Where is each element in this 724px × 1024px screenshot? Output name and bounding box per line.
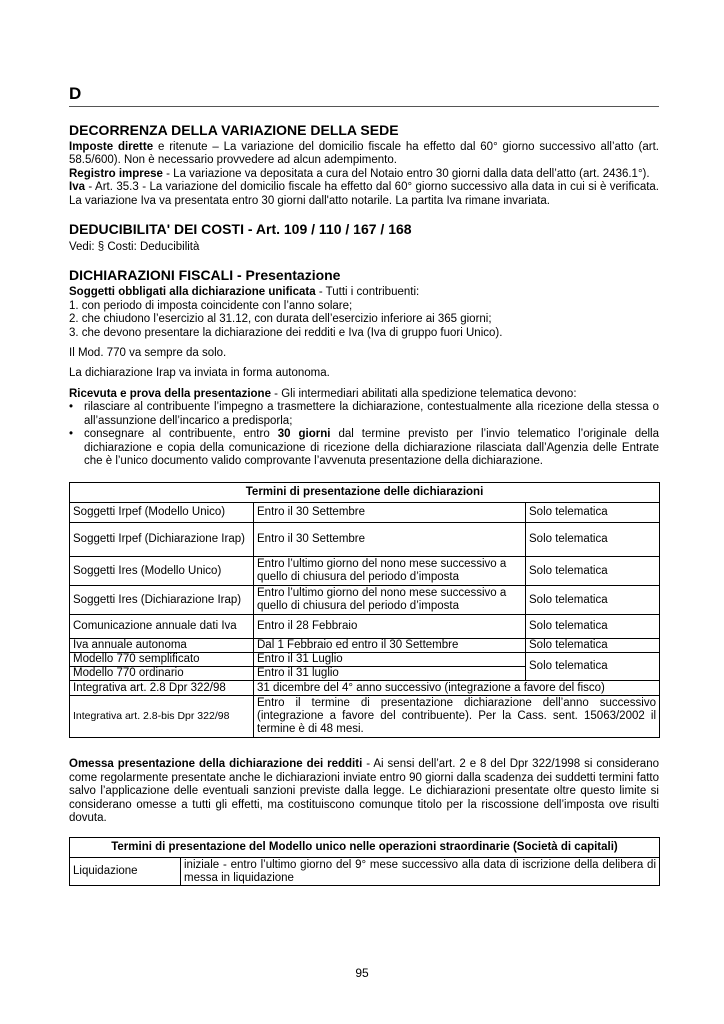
text-registro-imprese: - La variazione va depositata a cura del Notaio entro 30 giorni dalla data dell’atto (art. 2436.1°). [162, 167, 650, 180]
table-row: Integrativa art. 2.8 Dpr 322/98 31 dicembre del 4° anno successivo (integrazione a favore del fisco) [70, 681, 660, 696]
paragraph-vedi-costi: Vedi: § Costi: Deducibilità [69, 241, 200, 254]
list-item: 3. che devono presentare la dichiarazione dei redditi e Iva (Iva di gruppo fuori Unico). [69, 326, 503, 339]
table-title: Termini di presentazione del Modello unico nelle operazioni straordinarie (Società di capitali) [70, 838, 660, 858]
table-row: Soggetti Irpef (Dichiarazione Irap) Entro il 30 Settembre Solo telematica [70, 523, 660, 557]
note-mod-770: Il Mod. 770 va sempre da solo. [69, 347, 227, 360]
table-row: Modello 770 ordinario Entro il 31 luglio [70, 667, 660, 681]
bullet-icon: • [69, 428, 74, 441]
text-omessa: - Ai sensi dell’art. 2 e 8 del Dpr 322/1998 si considerano come regolarmente presentate anche le dichiarazioni inviate entro 90 giorni dalla scadenza dei suddetti termini fatto salvo l’applicazione delle eventuali sanzioni previste dalla legge. Le dichiarazioni presentate oltre questo limite si considerano omesse a tutti gli effetti, ma costituiscono comunque titolo per la riscossione dell’imposta ove risulti dovuta. [69, 758, 659, 824]
list-item: 1. con periodo di imposta coincidente con l’anno solare; [69, 299, 353, 312]
page-content [69, 84, 659, 886]
header-rule [69, 106, 659, 107]
operazioni-straordinarie-table [69, 837, 660, 886]
bullet-item-rilasciare: • rilasciare al contribuente l’impegno a trasmettere la dichiarazione, contestualmente alla ricezione della stessa o all’assunzione dell’incarico a predisporla; [69, 401, 659, 427]
table-row: Modello 770 semplificato Entro il 31 Luglio Solo telematica [70, 653, 660, 667]
table-row: Iva annuale autonoma Dal 1 Febbraio ed entro il 30 Settembre Solo telematica [70, 639, 660, 653]
text-soggetti-obbligati: - Tutti i contribuenti: [315, 286, 420, 299]
lead-omessa: Omessa presentazione della dichiarazione dei redditi [69, 758, 363, 771]
table-row: Soggetti Ires (Modello Unico) Entro l’ultimo giorno del nono mese successivo a quello di chiusura del periodo d’imposta Solo telematica [70, 557, 660, 586]
section-title-deducibilita: DEDUCIBILITA' DEI COSTI - Art. 109 / 110 / 167 / 168 [69, 221, 412, 238]
text-imposte-dirette: e ritenute – La variazione del domicilio fiscale ha effetto dal 60° giorno successivo all’atto (art. 58.5/600). Non è necessario provvedere ad alcun adempimento. [69, 141, 659, 167]
section-title-dichiarazioni: DICHIARAZIONI FISCALI - Presentazione [69, 267, 341, 284]
paragraph-ricevuta [69, 388, 659, 401]
table-row: Liquidazione iniziale - entro l’ultimo giorno del 9° mese successivo alla data di iscrizione della delibera di messa in liquidazione [70, 858, 660, 886]
note-irap: La dichiarazione Irap va inviata in forma autonoma. [69, 367, 330, 380]
table-title: Termini di presentazione delle dichiarazioni [70, 483, 660, 503]
paragraph-imposte-dirette [69, 141, 659, 168]
bullet-list [69, 401, 659, 468]
paragraph-registro-imprese [69, 168, 659, 181]
table-row: Soggetti Irpef (Modello Unico) Entro il 30 Settembre Solo telematica [70, 503, 660, 523]
bullet-icon: • [69, 401, 74, 414]
text-iva: - Art. 35.3 - La variazione del domicilio fiscale ha effetto dal 60° giorno successivo alla data in cui si è verificata. La variazione Iva va presentata entro 30 giorni dall'atto notarile. La partita Iva rimane invariata. [69, 181, 659, 207]
table-row: Comunicazione annuale dati Iva Entro il 28 Febbraio Solo telematica [70, 615, 660, 639]
lead-iva: Iva [69, 181, 85, 194]
bullet-item-consegnare: • consegnare al contribuente, entro 30 giorni dal termine previsto per l’invio telematico l’originale della dichiarazione e copia della comunicazione di ricezione della dichiarazione rilasciata dall’Agenzia delle Entrate che è l’unico documento valido comprovante l’avvenuta presentazione della dichiarazione. [69, 428, 659, 467]
paragraph-iva [69, 181, 659, 208]
termini-presentazione-table [69, 482, 660, 738]
lead-registro-imprese: Registro imprese [69, 167, 163, 180]
lead-ricevuta: Ricevuta e prova della presentazione [69, 387, 271, 400]
section-title-decorrenza: DECORRENZA DELLA VARIAZIONE DELLA SEDE [69, 122, 399, 138]
page-number: 95 [355, 966, 369, 980]
table-row: Integrativa art. 2.8-bis Dpr 322/98 Entro il termine di presentazione dichiarazione dell’anno successivo (integrazione a favore del contribuente). Per la Cass. sent. 15063/2002 il termine è di 48 mesi. [70, 696, 660, 738]
section-letter: D [69, 84, 82, 103]
list-item: 2. che chiudono l’esercizio al 31.12, con durata dell’esercizio inferiore ai 365 giorni; [69, 313, 492, 326]
text-ricevuta: - Gli intermediari abilitati alla spedizione telematica devono: [270, 387, 577, 400]
table-row: Soggetti Ires (Dichiarazione Irap) Entro l’ultimo giorno del nono mese successivo a quello di chiusura del periodo d’imposta Solo telematica [70, 586, 660, 615]
paragraph-omessa-presentazione [69, 758, 659, 825]
paragraph-soggetti-obbligati [69, 286, 659, 299]
lead-imposte-dirette: Imposte dirette [69, 141, 154, 153]
lead-soggetti-obbligati: Soggetti obbligati alla dichiarazione unificata [69, 286, 316, 299]
